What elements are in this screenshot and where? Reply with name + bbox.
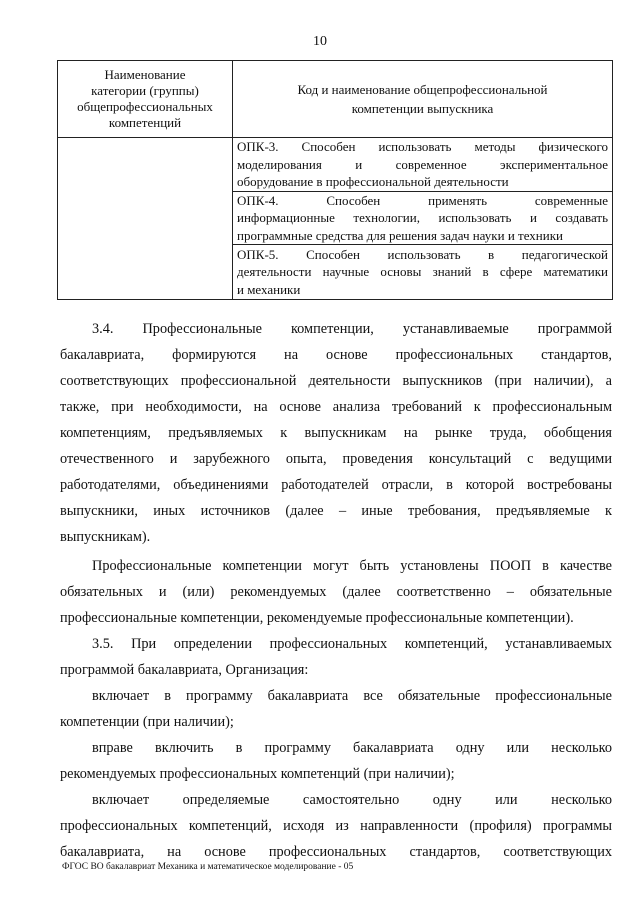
opk-line: деятельности научные основы знаний в сфере математики	[237, 264, 608, 280]
category-cell-empty	[58, 138, 233, 300]
paragraph-3-5	[60, 631, 612, 683]
text-line: рекомендуемых профессиональных компетенций (при наличии);	[60, 766, 455, 782]
opk-line: ОПК-4. Способен применять современные	[237, 192, 608, 208]
paragraph-prof-competencies	[60, 553, 612, 631]
header-category-cell	[58, 61, 233, 138]
text-line: обязательных и (или) рекомендуемых (далее соответственно – обязательные	[60, 584, 612, 600]
text-line: 3.5. При определении профессиональных компетенций, устанавливаемых	[92, 636, 612, 652]
text-line: профессиональных компетенций, исходя из направленности (профиля) программы	[60, 818, 612, 834]
opk-line: и механики	[237, 281, 301, 297]
opk-line: программные средства для решения задач науки и техники	[237, 227, 563, 243]
page-footer: ФГОС ВО бакалавриат Механика и математическое моделирование - 05	[62, 862, 354, 872]
header-left-line: общепрофессиональных	[77, 99, 213, 114]
text-line: соответствующих профессиональной деятельности выпускников (при наличии), а	[60, 373, 612, 389]
text-line: отечественного и зарубежного опыта, проведения консультаций с ведущими	[60, 451, 612, 467]
text-line: бакалавриата, на основе профессиональных стандартов, соответствующих	[60, 844, 612, 860]
text-line: профессиональные компетенции, рекомендуемые профессиональные компетенции).	[60, 610, 574, 626]
opk-line: оборудование в профессиональной деятельности	[237, 174, 509, 189]
header-competence-cell	[233, 61, 613, 138]
text-line: Профессиональные компетенции могут быть установлены ПООП в качестве	[92, 558, 612, 574]
text-line: компетенции (при наличии);	[60, 714, 234, 730]
text-line: выпускники, иных источников (далее – иные требования, предъявляемые к	[60, 503, 612, 519]
paragraph-may-include	[60, 735, 612, 787]
opk-5-cell	[233, 245, 613, 300]
header-left-line: компетенций	[108, 115, 182, 130]
opk-line: ОПК-3. Способен использовать методы физического	[237, 139, 608, 154]
text-line: выпускникам).	[60, 529, 151, 545]
table-row	[58, 138, 613, 192]
text-line: компетенциям, предъявляемых к выпускникам на рынке труда, обобщения	[60, 425, 612, 441]
text-line: программой бакалавриата, Организация:	[60, 662, 309, 678]
opk-3-cell	[233, 138, 613, 192]
text-line: включает определяемые самостоятельно одну или несколько	[92, 792, 612, 808]
paragraph-3-4	[60, 316, 612, 550]
paragraph-includes-mandatory	[60, 683, 612, 735]
opk-line: моделирования и современное экспериментальное	[237, 156, 608, 172]
opk-line: ОПК-5. Способен использовать в педагогической	[237, 246, 608, 262]
text-line: вправе включить в программу бакалавриата одну или несколько	[92, 740, 612, 756]
table-header-row	[58, 61, 613, 138]
opk-4-cell	[233, 191, 613, 245]
header-right-line: компетенции выпускника	[351, 101, 494, 116]
header-right-line: Код и наименование общепрофессиональной	[297, 82, 548, 97]
text-line: 3.4. Профессиональные компетенции, устанавливаемые программой	[92, 321, 612, 337]
page-number: 10	[313, 34, 327, 49]
paragraph-includes-own	[60, 787, 612, 865]
text-line: включает в программу бакалавриата все обязательные профессиональные	[92, 688, 612, 704]
competencies-table	[57, 60, 613, 300]
text-line: также, при необходимости, на основе анализа требований к профессиональным	[60, 399, 612, 415]
text-line: работодателями, объединениями работодателей отрасли, в которой востребованы	[60, 477, 612, 493]
header-left-line: Наименование	[104, 67, 186, 82]
header-left-line: категории (группы)	[91, 83, 199, 98]
text-line: бакалавриата, формируются на основе профессиональных стандартов,	[60, 347, 612, 363]
opk-line: информационные технологии, использовать и создавать	[237, 210, 608, 225]
